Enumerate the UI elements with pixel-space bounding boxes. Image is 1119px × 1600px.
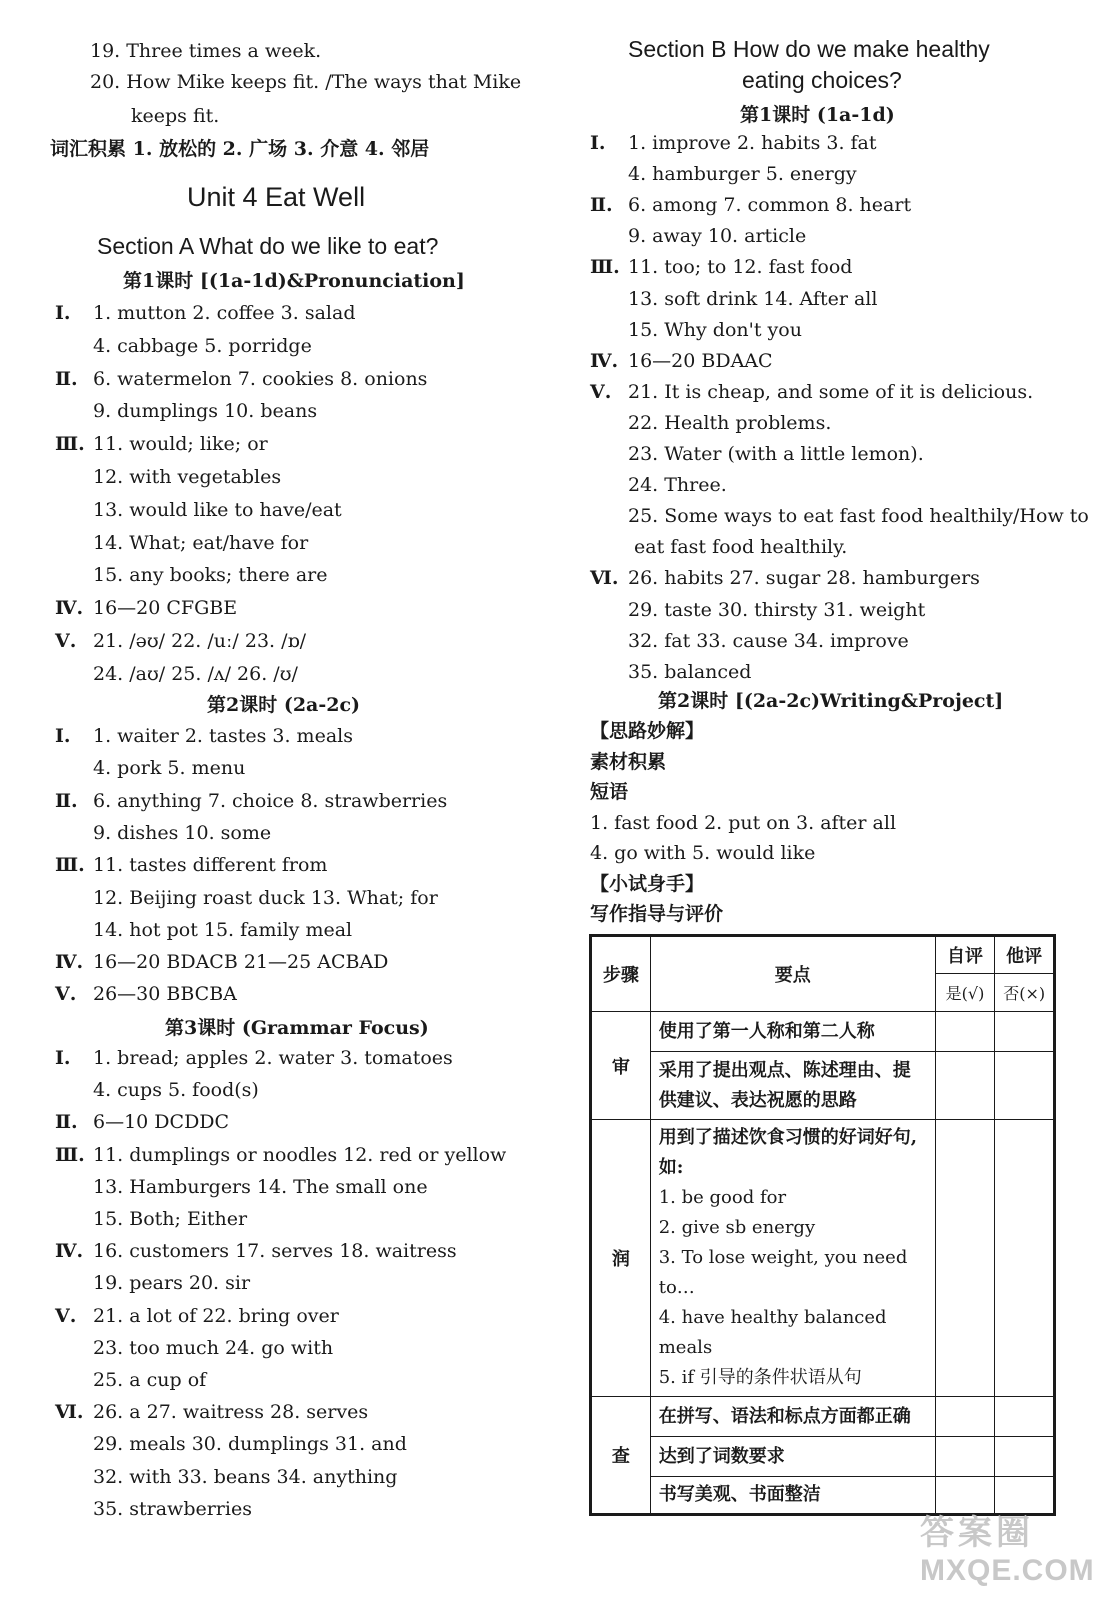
answer-row [55, 885, 438, 911]
answer-row [590, 161, 857, 187]
roman-numeral: Ⅲ. [55, 854, 85, 877]
answer-text: 4. cabbage 5. porridge [93, 334, 312, 357]
shen-2-self [935, 1052, 995, 1120]
roman-numeral: Ⅴ. [55, 630, 77, 652]
run-other [995, 1120, 1055, 1397]
answer-text: 19. pears 20. sir [93, 1272, 251, 1295]
answer-text: 32. fat 33. cause 34. improve [628, 629, 909, 652]
answer-row [55, 562, 327, 588]
header-point: 要点 [650, 936, 935, 1012]
answer-row [55, 530, 308, 556]
answer-text: 25. a cup of [93, 1369, 207, 1391]
writing-eval-table [589, 934, 1056, 1516]
roman-numeral: Ⅰ. [55, 725, 71, 747]
answer-text: 6. anything 7. choice 8. strawberries [93, 789, 448, 812]
answer-row [55, 755, 245, 781]
answer-text: 4. pork 5. menu [93, 757, 246, 780]
answer-row [590, 254, 852, 280]
answer-row [590, 379, 1033, 405]
answer-text: 4. hamburger 5. energy [628, 163, 857, 186]
answer-row [590, 130, 877, 156]
answer-text: 14. hot pot 15. family meal [93, 918, 353, 941]
step-shen: 审 [591, 1012, 651, 1120]
roman-numeral: Ⅳ. [590, 349, 619, 372]
unit-title: Unit 4 Eat Well [187, 182, 366, 212]
run-intro: 用到了描述饮食习惯的好词好句,如: [658, 1127, 917, 1178]
answer-row [590, 597, 925, 623]
answer-row [590, 628, 909, 654]
answer-row [55, 1496, 252, 1522]
shen-1-self [935, 1012, 995, 1052]
shen-2-other [995, 1052, 1055, 1120]
phrase-line-2: 4. go with 5. would like [590, 842, 816, 864]
roman-numeral: Ⅱ. [590, 194, 613, 217]
answer-text: 21. a lot of 22. bring over [93, 1304, 339, 1327]
answer-text: 22. Health problems. [628, 411, 832, 434]
answer-text: 35. balanced [628, 660, 752, 683]
answer-row [55, 1238, 457, 1264]
roman-numeral: Ⅰ. [590, 132, 606, 154]
answer-row [590, 223, 806, 249]
answer-row [55, 398, 317, 424]
run-point-3: 3. To lose weight, you need to… [658, 1247, 908, 1298]
roman-numeral: Ⅲ. [55, 433, 85, 456]
answer-row [55, 1335, 333, 1361]
header-no: 否(×) [995, 974, 1055, 1012]
answer-row [55, 1174, 428, 1200]
cha-2-other [995, 1437, 1055, 1477]
answer-text: 11. tastes different from [93, 854, 328, 877]
answer-text: 6. among 7. common 8. heart [628, 194, 912, 217]
answer-text: 11. dumplings or noodles 12. red or yellow [93, 1143, 507, 1166]
shen-point-2: 采用了提出观点、陈述理由、提供建议、表达祝愿的思路 [650, 1052, 935, 1120]
answer-text: 11. too; to 12. fast food [628, 256, 853, 279]
vocab-line: 词汇积累 1. 放松的 2. 广场 3. 介意 4. 邻居 [50, 138, 430, 160]
header-step: 步骤 [591, 936, 651, 1012]
run-point-2: 2. give sb energy [658, 1217, 816, 1238]
roman-numeral: Ⅱ. [55, 1111, 78, 1134]
roman-numeral: Ⅳ. [55, 1240, 84, 1263]
answer-text: 6—10 DCDDC [93, 1111, 230, 1134]
answer-row [55, 366, 427, 392]
answer-row [55, 1270, 250, 1296]
roman-numeral: Ⅴ. [55, 1304, 77, 1327]
answer-row [590, 348, 773, 374]
section-a-title: Section A What do we like to eat? [97, 233, 439, 259]
header-other: 他评 [995, 936, 1055, 974]
answer-text: 15. Both; Either [93, 1208, 248, 1230]
roman-numeral: Ⅳ. [55, 951, 84, 974]
answer-text: 29. meals 30. dumplings 31. and [93, 1433, 407, 1456]
lesson-a3-title: 第3课时 (Grammar Focus) [165, 1017, 429, 1039]
watermark-line-1: 答案圈 [920, 1514, 1034, 1552]
section-b-title: Section B How do we make healthy [628, 36, 990, 62]
answer-text: 24. /aʊ/ 25. /ʌ/ 26. /ʊ/ [93, 662, 298, 685]
answer-row [55, 497, 342, 523]
answer-row [55, 628, 306, 654]
answer-row [55, 300, 356, 326]
roman-numeral: Ⅲ. [55, 1143, 85, 1166]
answer-row [590, 192, 911, 218]
answer-text: 35. strawberries [93, 1497, 252, 1520]
answer-20-cont: keeps fit. [131, 105, 220, 127]
answer-text: 1. bread; apples 2. water 3. tomatoes [93, 1047, 453, 1069]
sucai-heading: 素材积累 [590, 751, 667, 773]
answer-text: 29. taste 30. thirsty 31. weight [628, 598, 926, 621]
answer-row [55, 820, 271, 846]
answer-text: 16. customers 17. serves 18. waitress [93, 1240, 457, 1263]
answer-row [55, 464, 281, 490]
shen-point-1: 使用了第一人称和第二人称 [650, 1012, 935, 1052]
answer-text: 12. Beijing roast duck 13. What; for [93, 886, 438, 909]
run-point-1: 1. be good for [658, 1187, 787, 1208]
answer-text: 24. Three. [628, 474, 727, 497]
answer-row [55, 1142, 506, 1168]
answer-text: 16—20 BDAAC [628, 349, 773, 372]
answer-row [55, 1303, 339, 1329]
roman-numeral: Ⅵ. [55, 1401, 84, 1424]
answer-row [590, 472, 727, 498]
answer-row [55, 333, 312, 359]
answer-text: eat fast food healthily. [628, 536, 848, 559]
watermark [920, 1505, 1095, 1588]
answer-row [55, 431, 268, 457]
roman-numeral: Ⅴ. [55, 983, 77, 1006]
answer-text: 9. dishes 10. some [93, 821, 272, 844]
answer-row [55, 1464, 397, 1490]
answer-row [55, 788, 447, 814]
answer-row [590, 659, 751, 685]
lesson-a2-title: 第2课时 (2a-2c) [207, 694, 361, 716]
xiezuo-heading: 写作指导与评价 [590, 903, 724, 925]
section-b-title-cont: eating choices? [742, 67, 902, 93]
answer-text: 1. mutton 2. coffee 3. salad [93, 302, 356, 324]
shen-1-other [995, 1012, 1055, 1052]
roman-numeral: Ⅰ. [55, 302, 71, 324]
answer-text: 9. dumplings 10. beans [93, 400, 318, 423]
roman-numeral: Ⅰ. [55, 1047, 71, 1069]
lesson-b2-title: 第2课时 [(2a-2c)Writing&Project] [658, 690, 1004, 712]
run-points [650, 1120, 935, 1397]
answer-text: 13. would like to have/eat [93, 498, 342, 521]
answer-row [55, 949, 388, 975]
answer-row [55, 1431, 407, 1457]
answer-row [55, 917, 352, 943]
roman-numeral: Ⅲ. [590, 256, 620, 279]
roman-numeral: Ⅵ. [590, 567, 619, 590]
answer-20: 20. How Mike keeps fit. /The ways that Mike [90, 71, 522, 93]
run-self [935, 1120, 995, 1397]
answer-text: 32. with 33. beans 34. anything [93, 1465, 398, 1488]
cha-point-3: 书写美观、书面整洁 [650, 1477, 935, 1515]
answer-text: 16—20 CFGBE [93, 597, 238, 620]
answer-text: 4. cups 5. food(s) [93, 1079, 259, 1102]
answer-row [590, 410, 831, 436]
answer-row [590, 317, 802, 343]
run-point-5: 5. if 引导的条件状语从句 [658, 1367, 862, 1388]
run-point-4: 4. have healthy balanced meals [658, 1307, 887, 1358]
roman-numeral: Ⅴ. [590, 380, 612, 403]
answer-text: 26. habits 27. sugar 28. hamburgers [628, 567, 980, 590]
answer-text: 15. Why don't you [628, 318, 802, 341]
answer-text: 1. waiter 2. tastes 3. meals [93, 725, 353, 747]
lesson-a1-title: 第1课时 [(1a-1d)&Pronunciation] [123, 270, 465, 292]
answer-text: 26—30 BBCBA [93, 983, 237, 1006]
cha-1-self [935, 1397, 995, 1437]
answer-text: 14. What; eat/have for [93, 531, 309, 554]
answer-row [55, 852, 327, 878]
watermark-line-2: MXQE.COM [920, 1554, 1095, 1587]
step-cha: 查 [591, 1397, 651, 1515]
phrase-line-1: 1. fast food 2. put on 3. after all [590, 812, 897, 834]
header-yes: 是(√) [935, 974, 995, 1012]
answer-row [55, 1045, 453, 1071]
answer-row [55, 723, 353, 749]
answer-text: 11. would; like; or [93, 433, 268, 456]
answer-text: 21. It is cheap, and some of it is delicious. [628, 380, 1034, 403]
answer-text: 21. /əʊ/ 22. /uː/ 23. /ɒ/ [93, 630, 307, 652]
cha-2-self [935, 1437, 995, 1477]
xiaoshi-heading: 【小试身手】 [590, 873, 705, 895]
silu-heading: 【思路妙解】 [590, 720, 705, 742]
answer-text: 13. soft drink 14. After all [628, 287, 878, 310]
answer-text: 16—20 BDACB 21—25 ACBAD [93, 951, 389, 974]
answer-text: 12. with vegetables [93, 466, 282, 488]
answer-text: 25. Some ways to eat fast food healthily/How to [628, 505, 1089, 528]
answer-row [590, 441, 924, 467]
answer-text: 6. watermelon 7. cookies 8. onions [93, 367, 428, 390]
answer-row [55, 661, 298, 687]
cha-point-1: 在拼写、语法和标点方面都正确 [650, 1397, 935, 1437]
answer-text: 1. improve 2. habits 3. fat [628, 132, 877, 154]
roman-numeral: Ⅱ. [55, 367, 78, 390]
answer-text: 26. a 27. waitress 28. serves [93, 1401, 369, 1424]
answer-row [590, 565, 980, 591]
answer-text: 15. any books; there are [93, 564, 328, 587]
answer-row [55, 981, 237, 1007]
step-run: 润 [591, 1120, 651, 1397]
roman-numeral: Ⅱ. [55, 789, 78, 812]
answer-row [55, 1367, 206, 1393]
answer-19: 19. Three times a week. [90, 40, 322, 62]
answer-text: 13. Hamburgers 14. The small one [93, 1175, 428, 1198]
answer-text: 23. Water (with a little lemon). [628, 443, 924, 465]
answer-row [55, 595, 237, 621]
header-self: 自评 [935, 936, 995, 974]
answer-text: 9. away 10. article [628, 225, 807, 248]
roman-numeral: Ⅳ. [55, 597, 84, 620]
duanyu-heading: 短语 [590, 781, 629, 803]
answer-row [55, 1399, 368, 1425]
answer-row [590, 534, 847, 560]
lesson-b1-title: 第1课时 (1a-1d) [740, 104, 895, 126]
answer-row [55, 1206, 247, 1232]
answer-row [55, 1109, 229, 1135]
answer-row [55, 1077, 259, 1103]
cha-1-other [995, 1397, 1055, 1437]
answer-text: 23. too much 24. go with [93, 1336, 334, 1359]
cha-point-2: 达到了词数要求 [650, 1437, 935, 1477]
answer-row [590, 503, 1089, 529]
answer-row [590, 286, 877, 312]
